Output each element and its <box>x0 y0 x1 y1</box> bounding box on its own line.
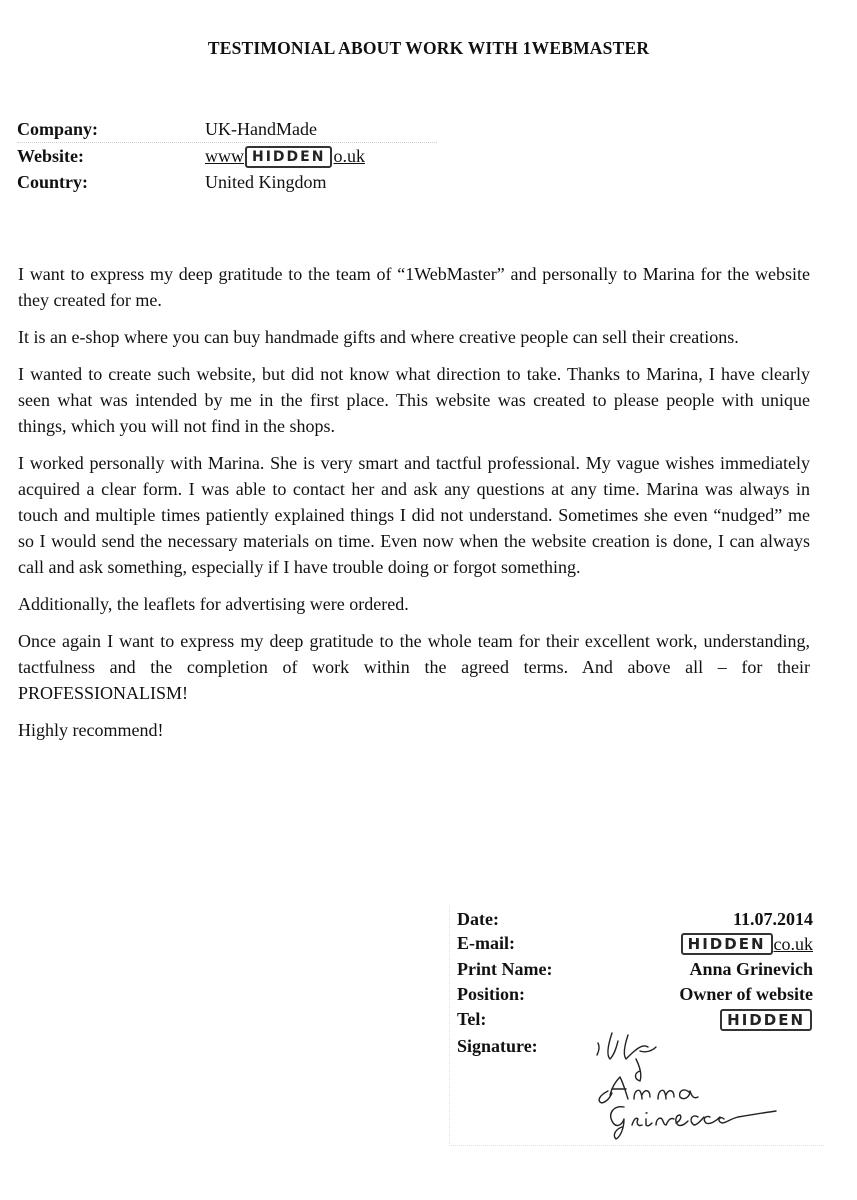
print-name-label: Print Name: <box>457 959 553 979</box>
paragraph-2: It is an e-shop where you can buy handmade gifts and where creative people can sell their creations. <box>18 327 739 347</box>
paragraph-1: I want to express my deep gratitude to the team of “1WebMaster” and personally to Marina for the website they created for me. <box>18 264 810 310</box>
date-label: Date: <box>457 909 499 929</box>
website-redaction: HIDDEN <box>245 146 332 168</box>
country-row <box>17 169 437 195</box>
email-row <box>457 933 813 957</box>
email-label: E-mail: <box>457 933 515 953</box>
country-label: Country: <box>17 172 88 192</box>
email-value <box>680 933 813 955</box>
company-value: UK-HandMade <box>205 119 317 139</box>
paragraph-6: Once again I want to express my deep gratitude to the whole team for their excellent work, understanding, tactfulness and the completion of work within the agreed terms. And above all – for their PROFESSIONALISM! <box>18 631 810 703</box>
position-row <box>457 984 813 1008</box>
company-info <box>17 116 437 195</box>
tel-redaction: HIDDEN <box>720 1009 812 1031</box>
position-value: Owner of website <box>679 984 813 1004</box>
paragraph-3: I wanted to create such website, but did not know what direction to take. Thanks to Marina, I have clearly seen what was intended by me in the first place. This website was created to please people with unique things, which you will not find in the shops. <box>18 364 810 436</box>
company-label: Company: <box>17 119 99 139</box>
position-label: Position: <box>457 984 526 1004</box>
handwritten-signature <box>590 1025 800 1145</box>
signoff-block <box>449 905 824 1146</box>
website-value <box>205 143 365 169</box>
website-suffix: o.uk <box>333 146 365 166</box>
print-name-value: Anna Grinevich <box>689 959 813 979</box>
email-redaction: HIDDEN <box>681 933 773 955</box>
document-title: TESTIMONIAL ABOUT WORK WITH 1WEBMASTER <box>207 38 650 58</box>
date-row <box>457 909 813 933</box>
country-value: United Kingdom <box>205 172 327 192</box>
website-prefix: www <box>205 146 244 166</box>
website-label: Website: <box>17 146 84 166</box>
date-value: 11.07.2014 <box>732 909 813 929</box>
paragraph-5: Additionally, the leaflets for advertising were ordered. <box>18 594 409 614</box>
email-suffix: co.uk <box>773 934 813 954</box>
testimonial-body <box>18 261 810 754</box>
tel-label: Tel: <box>457 1009 487 1029</box>
paragraph-7: Highly recommend! <box>18 720 164 740</box>
signature-label: Signature: <box>457 1036 538 1056</box>
website-row <box>17 143 437 169</box>
print-name-row <box>457 959 813 983</box>
paragraph-4: I worked personally with Marina. She is very smart and tactful professional. My vague wishes immediately acquired a clear form. I was able to contact her and ask any questions at any time. Marina was always in touch and multiple times patiently explained things I did not understand. Sometimes she even “nudged” me so I would send the necessary materials on time. Even now when the website creation is done, I can always call and ask something, especially if I have trouble doing or forgot something. <box>18 453 810 577</box>
company-row <box>17 116 437 143</box>
